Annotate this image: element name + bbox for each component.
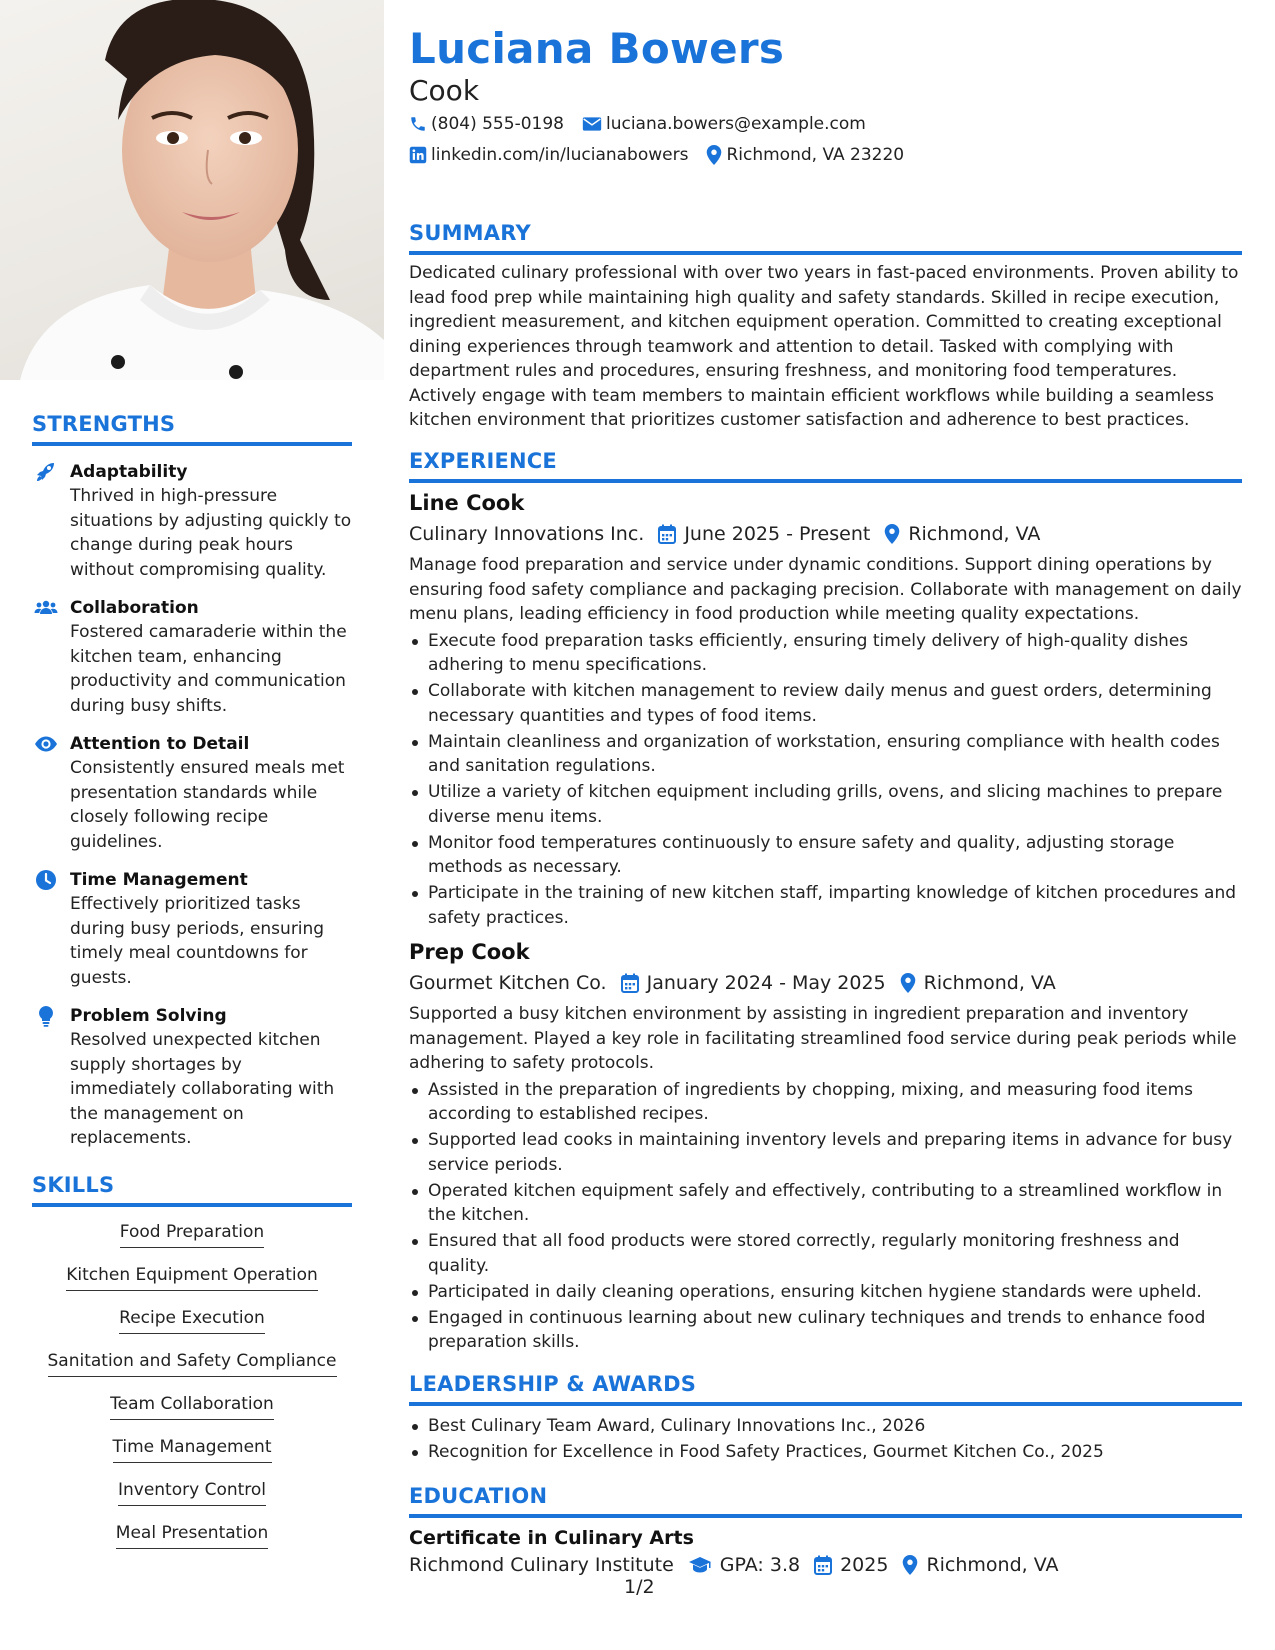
left-sections bbox=[32, 412, 352, 1565]
contact-row-1 bbox=[409, 114, 884, 134]
job-meta bbox=[409, 523, 1242, 545]
strength-title: Time Management bbox=[70, 870, 248, 890]
awards-list bbox=[409, 1414, 1242, 1465]
linkedin-icon bbox=[409, 146, 427, 164]
linkedin-text: linkedin.com/in/lucianabowers bbox=[431, 145, 689, 165]
skill-tag: Sanitation and Safety Compliance bbox=[48, 1350, 337, 1377]
list-item: Maintain cleanliness and organization of workstation, ensuring compliance with health codes and sanitation regulations. bbox=[409, 730, 1242, 779]
list-item: Recognition for Excellence in Food Safety Practices, Gourmet Kitchen Co., 2025 bbox=[409, 1440, 1242, 1465]
section-divider bbox=[409, 479, 1242, 483]
job-bullets bbox=[409, 629, 1242, 931]
list-item: Monitor food temperatures continuously to ensure safety and quality, adjusting storage methods as necessary. bbox=[409, 831, 1242, 880]
job-dates: January 2024 - May 2025 bbox=[646, 972, 886, 994]
eye-icon bbox=[34, 732, 58, 756]
strength-item bbox=[32, 1004, 352, 1151]
location-text: Richmond, VA 23220 bbox=[726, 145, 905, 165]
phone-icon bbox=[409, 115, 427, 133]
awards-heading: LEADERSHIP & AWARDS bbox=[409, 1372, 697, 1396]
strength-description: Effectively prioritized tasks during busy periods, ensuring timely meal countdowns for guests. bbox=[70, 894, 325, 988]
strength-title: Attention to Detail bbox=[70, 734, 250, 754]
skill-tag: Team Collaboration bbox=[110, 1393, 274, 1420]
list-item: Execute food preparation tasks efficiently, ensuring timely delivery of high-quality dishes adhering to menu specifications. bbox=[409, 629, 1242, 678]
page-number: 1/2 bbox=[624, 1576, 655, 1598]
list-item: Ensured that all food products were stored correctly, regularly monitoring freshness and quality. bbox=[409, 1229, 1242, 1278]
job-meta bbox=[409, 972, 1242, 994]
experience-heading: EXPERIENCE bbox=[409, 449, 557, 473]
strength-item bbox=[32, 596, 352, 718]
summary-section bbox=[409, 221, 1242, 433]
skills-list bbox=[32, 1221, 352, 1549]
awards-section bbox=[409, 1372, 1242, 1466]
skills-section bbox=[32, 1173, 352, 1549]
calendar-icon bbox=[658, 524, 676, 544]
clock-icon bbox=[34, 868, 58, 892]
strength-description: Resolved unexpected kitchen supply shortages by immediately collaborating with the management on replacements. bbox=[70, 1030, 335, 1148]
strength-item bbox=[32, 460, 352, 582]
job-entry bbox=[409, 491, 1242, 930]
school-name: Richmond Culinary Institute bbox=[409, 1554, 674, 1576]
section-divider bbox=[32, 1203, 352, 1207]
list-item: Participated in daily cleaning operations, ensuring kitchen hygiene standards were upheld. bbox=[409, 1280, 1242, 1305]
map-pin-icon bbox=[706, 145, 722, 165]
company-name: Culinary Innovations Inc. bbox=[409, 523, 645, 545]
strength-title: Problem Solving bbox=[70, 1006, 227, 1026]
profile-photo bbox=[0, 0, 384, 380]
job-location: Richmond, VA bbox=[908, 523, 1041, 545]
section-divider bbox=[409, 1402, 1242, 1406]
company-name: Gourmet Kitchen Co. bbox=[409, 972, 607, 994]
strength-title: Collaboration bbox=[70, 598, 199, 618]
strength-description: Consistently ensured meals met presentation standards while closely following recipe guidelines. bbox=[70, 758, 345, 852]
users-icon bbox=[34, 596, 58, 620]
experience-section bbox=[409, 449, 1242, 1356]
phone-text: (804) 555-0198 bbox=[431, 114, 564, 134]
skill-tag: Time Management bbox=[113, 1436, 272, 1463]
job-dates: June 2025 - Present bbox=[684, 523, 871, 545]
list-item: Best Culinary Team Award, Culinary Innovations Inc., 2026 bbox=[409, 1414, 1242, 1439]
list-item: Supported lead cooks in maintaining inventory levels and preparing items in advance for busy service periods. bbox=[409, 1128, 1242, 1177]
section-divider bbox=[409, 1514, 1242, 1518]
list-item: Operated kitchen equipment safely and effectively, contributing to a streamlined workflow in the kitchen. bbox=[409, 1179, 1242, 1228]
section-divider bbox=[409, 251, 1242, 255]
skill-tag: Recipe Execution bbox=[119, 1307, 265, 1334]
lightbulb-icon bbox=[34, 1004, 58, 1028]
calendar-icon bbox=[814, 1555, 832, 1575]
graduation-cap-icon bbox=[688, 1556, 712, 1574]
job-description: Supported a busy kitchen environment by assisting in ingredient preparation and inventory management. Played a key role in facilitating streamlined food service during peak periods while adhering to safety protocols. bbox=[409, 1004, 1237, 1073]
portrait-illustration bbox=[0, 0, 384, 380]
location-contact bbox=[706, 145, 904, 165]
rocket-icon bbox=[34, 460, 58, 484]
skill-tag: Inventory Control bbox=[118, 1479, 266, 1506]
left-column bbox=[0, 0, 384, 1650]
education-location: Richmond, VA bbox=[926, 1554, 1059, 1576]
linkedin-contact[interactable] bbox=[409, 145, 688, 165]
envelope-icon bbox=[582, 116, 602, 132]
summary-text: Dedicated culinary professional with over two years in fast-paced environments. Proven ability to lead food prep while maintaining high quality and safety standards. Skilled in recipe execution, ingredient measurement, and kitchen equipment operation. Committed to creating exceptional dining experiences through teamwork and attention to detail. Tasked with complying with department rules and procedures, ensuring freshness, and monitoring food temperatures. Actively engage with team members to maintain efficient workflows while building a seamless kitchen environment that prioritizes customer satisfaction and adherence to best practices. bbox=[409, 263, 1239, 430]
strength-item bbox=[32, 868, 352, 990]
list-item: Collaborate with kitchen management to review daily menus and guest orders, determining necessary quantities and types of food items. bbox=[409, 679, 1242, 728]
education-year: 2025 bbox=[840, 1554, 889, 1576]
strength-description: Fostered camaraderie within the kitchen team, enhancing productivity and communication during busy shifts. bbox=[70, 622, 347, 716]
candidate-role: Cook bbox=[409, 74, 480, 107]
contact-row-2 bbox=[409, 145, 922, 165]
skill-tag: Kitchen Equipment Operation bbox=[66, 1264, 318, 1291]
list-item: Participate in the training of new kitchen staff, imparting knowledge of kitchen procedures and safety practices. bbox=[409, 881, 1242, 930]
map-pin-icon bbox=[900, 973, 916, 993]
education-section bbox=[409, 1484, 1242, 1576]
job-bullets bbox=[409, 1078, 1242, 1355]
education-heading: EDUCATION bbox=[409, 1484, 548, 1508]
job-title: Prep Cook bbox=[409, 940, 530, 964]
degree-title: Certificate in Culinary Arts bbox=[409, 1527, 694, 1549]
job-description: Manage food preparation and service under dynamic conditions. Support dining operations by ensuring food safety compliance and packaging precision. Collaborate with management on daily menu plans, leading efficiency in food production while meeting quality expectations. bbox=[409, 555, 1242, 624]
skill-tag: Meal Presentation bbox=[116, 1522, 268, 1549]
email-text: luciana.bowers@example.com bbox=[605, 114, 866, 134]
gpa-text: GPA: 3.8 bbox=[719, 1554, 801, 1576]
section-divider bbox=[32, 442, 352, 446]
calendar-icon bbox=[621, 973, 639, 993]
strength-description: Thrived in high-pressure situations by adjusting quickly to change during peak hours without compromising quality. bbox=[70, 486, 352, 580]
skill-tag: Food Preparation bbox=[120, 1221, 264, 1248]
job-title: Line Cook bbox=[409, 491, 525, 515]
list-item: Assisted in the preparation of ingredients by chopping, mixing, and measuring food items according to established recipes. bbox=[409, 1078, 1242, 1127]
email-contact[interactable] bbox=[582, 114, 866, 134]
list-item: Engaged in continuous learning about new culinary techniques and trends to enhance food preparation skills. bbox=[409, 1306, 1242, 1355]
job-location: Richmond, VA bbox=[923, 972, 1056, 994]
skills-heading: SKILLS bbox=[32, 1172, 115, 1197]
strength-title: Adaptability bbox=[70, 462, 188, 482]
education-meta bbox=[409, 1554, 1242, 1576]
phone-contact[interactable] bbox=[409, 114, 564, 134]
map-pin-icon bbox=[884, 524, 900, 544]
summary-heading: SUMMARY bbox=[409, 221, 531, 245]
job-entry bbox=[409, 940, 1242, 1355]
map-pin-icon bbox=[902, 1555, 918, 1575]
list-item: Utilize a variety of kitchen equipment including grills, ovens, and slicing machines to prepare diverse menu items. bbox=[409, 780, 1242, 829]
candidate-name: Luciana Bowers bbox=[409, 24, 785, 73]
strengths-heading: STRENGTHS bbox=[32, 412, 176, 436]
strength-item bbox=[32, 732, 352, 854]
strengths-section bbox=[32, 412, 352, 1151]
